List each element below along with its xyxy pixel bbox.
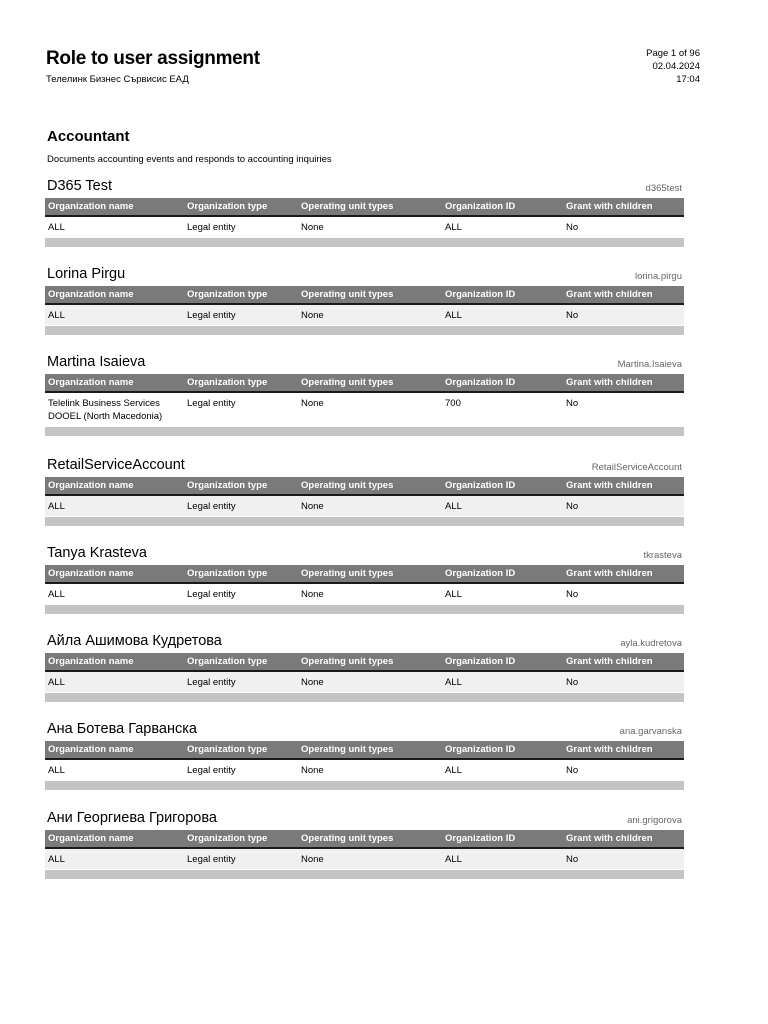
table-footer-bar — [45, 870, 684, 879]
cell-org-name: Telelink Business Services DOOEL (North Macedonia) — [48, 398, 163, 422]
cell-unit-types: None — [301, 222, 324, 233]
column-header: Grant with children — [563, 565, 684, 583]
cell-org-id: ALL — [442, 304, 563, 325]
column-header: Grant with children — [563, 286, 684, 304]
assignment-table — [45, 477, 684, 516]
column-header: Organization name — [45, 830, 184, 848]
column-header: Grant with children — [563, 198, 684, 216]
table-footer-bar — [45, 238, 684, 247]
column-header: Grant with children — [563, 477, 684, 495]
user-block — [45, 457, 684, 526]
assignment-table — [45, 830, 684, 869]
cell-org-id: ALL — [442, 495, 563, 516]
cell-unit-types: None — [298, 848, 442, 869]
table-header-row — [45, 198, 684, 216]
column-header: Organization type — [184, 477, 298, 495]
cell-org-name: ALL — [48, 589, 65, 600]
table-row — [45, 216, 684, 237]
column-header: Organization ID — [442, 565, 563, 583]
column-header: Organization name — [45, 286, 184, 304]
user-login: lorina.pirgu — [635, 271, 682, 282]
user-name: Martina Isaieva — [47, 354, 146, 370]
cell-org-id: ALL — [445, 222, 462, 233]
column-header: Organization ID — [442, 198, 563, 216]
table-header-row — [45, 565, 684, 583]
column-header: Operating unit types — [298, 374, 442, 392]
column-header: Organization type — [184, 653, 298, 671]
cell-org-id: ALL — [445, 589, 462, 600]
table-footer-bar — [45, 427, 684, 436]
table-footer-bar — [45, 693, 684, 702]
cell-org-type: Legal entity — [187, 589, 236, 600]
user-block — [45, 810, 684, 879]
user-login: ayla.kudretova — [620, 638, 682, 649]
table-header-row — [45, 653, 684, 671]
user-block — [45, 178, 684, 247]
user-name: Lorina Pirgu — [47, 266, 126, 282]
table-header-row — [45, 286, 684, 304]
user-name: RetailServiceAccount — [47, 457, 185, 473]
table-row — [45, 848, 684, 869]
report-time: 17:04 — [676, 74, 700, 85]
user-block — [45, 266, 684, 335]
table-footer-bar — [45, 605, 684, 614]
column-header: Organization type — [184, 741, 298, 759]
user-name: Ана Ботева Гарванска — [47, 721, 197, 737]
table-footer-bar — [45, 326, 684, 335]
cell-org-name: ALL — [48, 765, 65, 776]
column-header: Organization ID — [442, 830, 563, 848]
column-header: Operating unit types — [298, 286, 442, 304]
assignment-table — [45, 374, 684, 426]
cell-org-name: ALL — [45, 304, 184, 325]
column-header: Grant with children — [563, 741, 684, 759]
cell-unit-types: None — [301, 765, 324, 776]
company-name: Телелинк Бизнес Сървисис ЕАД — [46, 74, 189, 85]
column-header: Organization ID — [442, 653, 563, 671]
table-header-row — [45, 741, 684, 759]
assignment-table — [45, 198, 684, 237]
cell-unit-types: None — [301, 589, 324, 600]
cell-org-type: Legal entity — [184, 848, 298, 869]
user-name: Ани Георгиева Григорова — [47, 810, 217, 826]
table-footer-bar — [45, 517, 684, 526]
column-header: Organization name — [45, 477, 184, 495]
column-header: Organization ID — [442, 286, 563, 304]
user-login: ana.garvanska — [619, 726, 682, 737]
column-header: Grant with children — [563, 830, 684, 848]
cell-grant: No — [563, 848, 684, 869]
cell-grant: No — [566, 765, 579, 776]
cell-unit-types: None — [298, 495, 442, 516]
table-row — [45, 392, 684, 426]
user-block — [45, 633, 684, 702]
table-header-row — [45, 477, 684, 495]
user-block — [45, 545, 684, 614]
role-description: Documents accounting events and responds to accounting inquiries — [47, 154, 332, 165]
column-header: Operating unit types — [298, 565, 442, 583]
user-login: ani.grigorova — [627, 815, 682, 826]
user-login: Martina.Isaieva — [617, 359, 682, 370]
table-header-row — [45, 374, 684, 392]
cell-org-name: ALL — [45, 495, 184, 516]
user-login: RetailServiceAccount — [591, 462, 682, 473]
cell-org-type: Legal entity — [187, 398, 236, 409]
user-name: Tanya Krasteva — [47, 545, 147, 561]
column-header: Operating unit types — [298, 741, 442, 759]
cell-org-type: Legal entity — [184, 304, 298, 325]
column-header: Organization type — [184, 830, 298, 848]
cell-grant: No — [566, 398, 579, 409]
column-header: Grant with children — [563, 374, 684, 392]
column-header: Organization name — [45, 198, 184, 216]
table-header-row — [45, 830, 684, 848]
table-row — [45, 759, 684, 780]
column-header: Operating unit types — [298, 477, 442, 495]
user-name: Айла Ашимова Кудретова — [47, 633, 222, 649]
cell-org-id: ALL — [445, 765, 462, 776]
cell-grant: No — [566, 589, 579, 600]
user-block — [45, 354, 684, 436]
cell-org-type: Legal entity — [184, 671, 298, 692]
column-header: Operating unit types — [298, 198, 442, 216]
cell-unit-types: None — [301, 398, 324, 409]
cell-grant: No — [563, 304, 684, 325]
column-header: Organization type — [184, 565, 298, 583]
cell-grant: No — [566, 222, 579, 233]
assignment-table — [45, 741, 684, 780]
user-block — [45, 721, 684, 790]
table-row — [45, 495, 684, 516]
table-row — [45, 583, 684, 604]
column-header: Organization name — [45, 565, 184, 583]
cell-grant: No — [563, 671, 684, 692]
column-header: Organization type — [184, 374, 298, 392]
user-login: d365test — [645, 183, 682, 194]
table-row — [45, 671, 684, 692]
cell-grant: No — [563, 495, 684, 516]
cell-org-id: ALL — [442, 848, 563, 869]
column-header: Operating unit types — [298, 830, 442, 848]
assignment-table — [45, 286, 684, 325]
cell-org-name: ALL — [45, 848, 184, 869]
report-title: Role to user assignment — [46, 48, 260, 69]
column-header: Operating unit types — [298, 653, 442, 671]
page-meta — [646, 47, 700, 86]
column-header: Organization ID — [442, 477, 563, 495]
assignment-table — [45, 653, 684, 692]
column-header: Organization ID — [442, 741, 563, 759]
cell-org-type: Legal entity — [184, 495, 298, 516]
column-header: Organization type — [184, 286, 298, 304]
column-header: Grant with children — [563, 653, 684, 671]
report-date: 02.04.2024 — [652, 61, 700, 72]
assignment-table — [45, 565, 684, 604]
column-header: Organization name — [45, 653, 184, 671]
cell-org-name: ALL — [45, 671, 184, 692]
role-title: Accountant — [47, 128, 130, 145]
user-login: tkrasteva — [643, 550, 682, 561]
cell-org-type: Legal entity — [187, 222, 236, 233]
user-name: D365 Test — [47, 178, 113, 194]
table-row — [45, 304, 684, 325]
page-number: Page 1 of 96 — [646, 48, 700, 59]
column-header: Organization name — [45, 374, 184, 392]
cell-org-id: 700 — [445, 398, 461, 409]
cell-org-type: Legal entity — [187, 765, 236, 776]
cell-unit-types: None — [298, 304, 442, 325]
cell-unit-types: None — [298, 671, 442, 692]
cell-org-id: ALL — [442, 671, 563, 692]
column-header: Organization type — [184, 198, 298, 216]
column-header: Organization name — [45, 741, 184, 759]
column-header: Organization ID — [442, 374, 563, 392]
cell-org-name: ALL — [48, 222, 65, 233]
table-footer-bar — [45, 781, 684, 790]
